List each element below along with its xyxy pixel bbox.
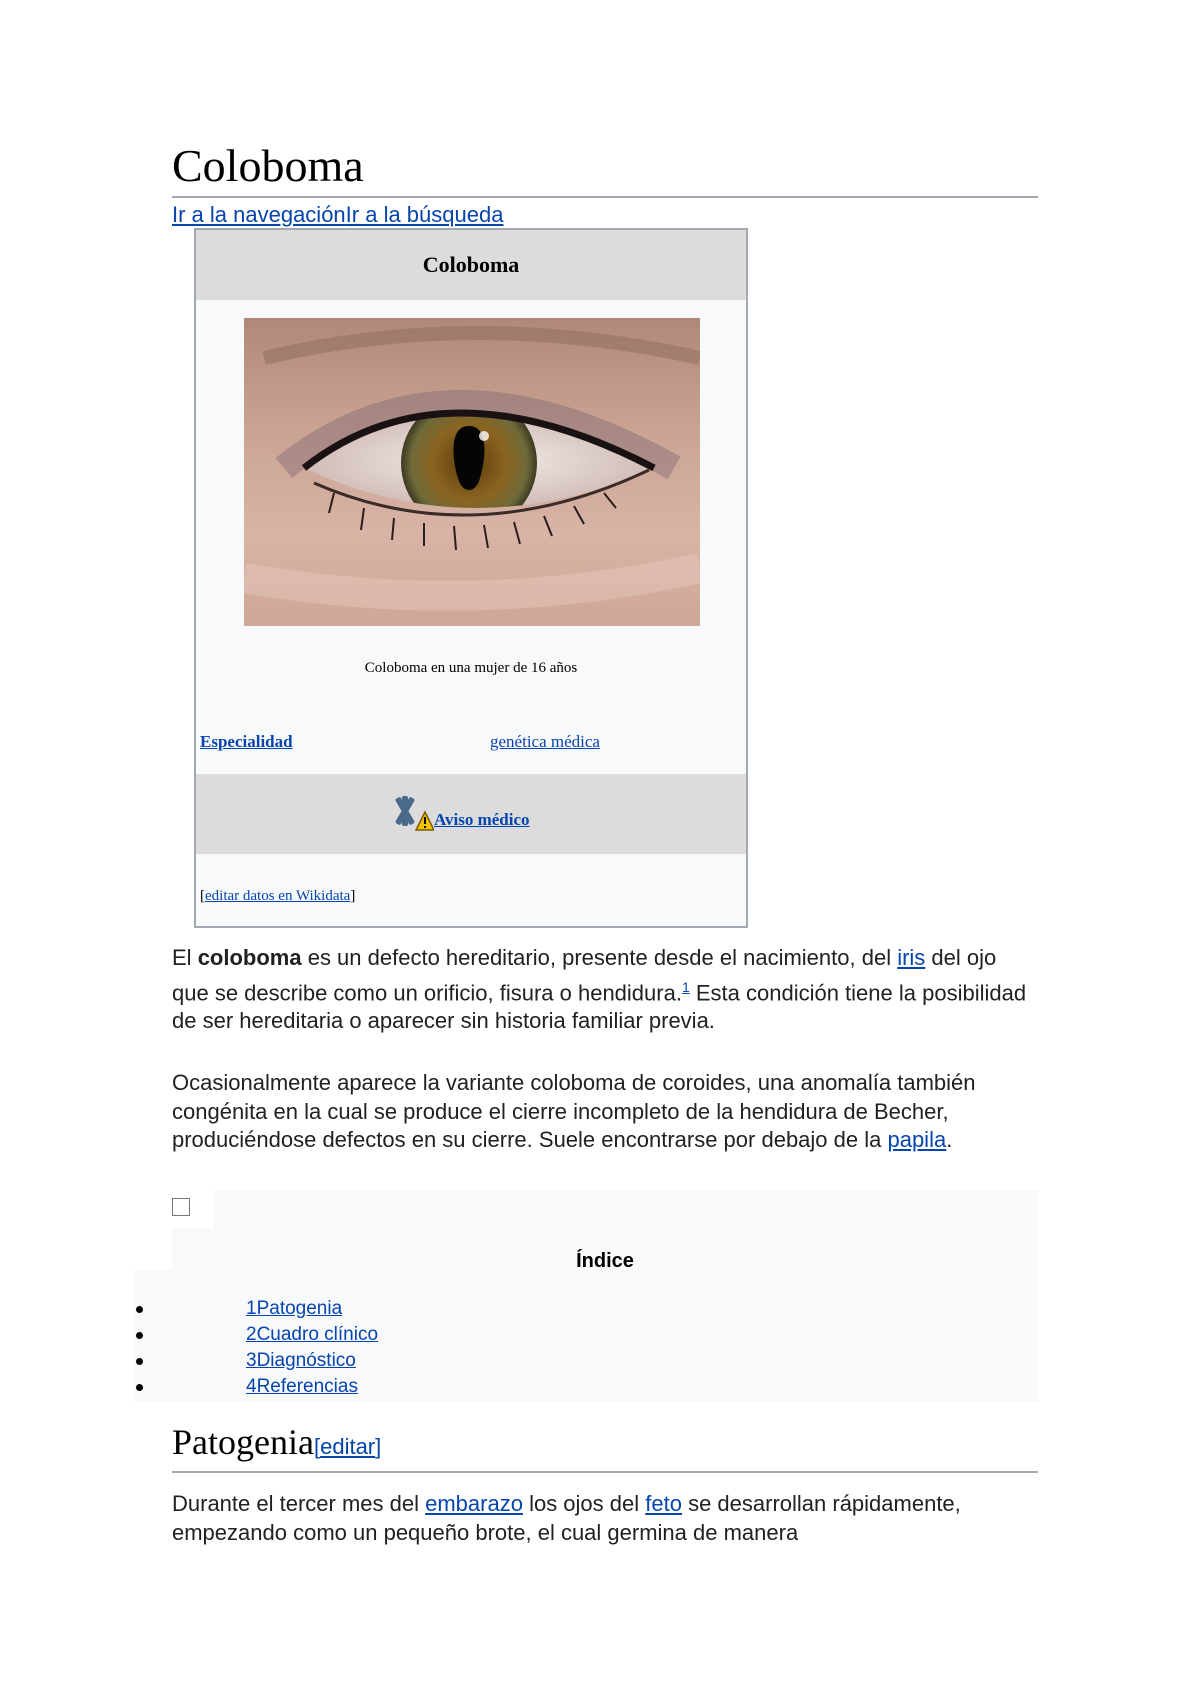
toc-link-diagnostico[interactable]: 3Diagnóstico bbox=[246, 1350, 356, 1371]
text: . bbox=[946, 1127, 953, 1152]
text: El bbox=[172, 945, 198, 970]
toc-toggle-cell bbox=[172, 1190, 214, 1228]
jump-to-search-link[interactable]: Ir a la búsqueda bbox=[345, 202, 504, 227]
medical-warning-icon bbox=[394, 794, 434, 834]
jump-links bbox=[172, 202, 503, 228]
section-heading-patogenia bbox=[172, 1420, 1038, 1473]
text: se desarrollan rápidamente, empezando como un pequeño brote, el cual germina de manera bbox=[172, 1491, 961, 1545]
page-title: Coloboma bbox=[172, 138, 1038, 198]
medical-warning-row bbox=[196, 774, 746, 854]
text: los ojos del bbox=[522, 1491, 646, 1516]
toc-title: Índice bbox=[576, 1250, 634, 1272]
eye-photo bbox=[244, 318, 700, 626]
text: Durante el tercer mes del bbox=[172, 1491, 426, 1516]
infobox-image[interactable] bbox=[244, 318, 700, 626]
infobox bbox=[194, 228, 748, 928]
text: Esta condición tiene la posibilidad de ser hereditaria o aparecer sin historia familiar previa. bbox=[172, 979, 1027, 1034]
specialty-value-link[interactable]: genética médica bbox=[490, 732, 600, 751]
jump-to-navigation-link[interactable]: Ir a la navegación bbox=[172, 202, 346, 227]
text: del ojo que se describe como un orificio, fisura o hendidura. bbox=[172, 945, 997, 1005]
wikidata-edit bbox=[200, 888, 355, 905]
bracket-close: ] bbox=[350, 888, 356, 904]
bullet-icon bbox=[136, 1332, 143, 1339]
table-of-contents bbox=[172, 1190, 1038, 1402]
specialty-label-link[interactable]: Especialidad bbox=[200, 732, 293, 751]
bullet-icon bbox=[136, 1358, 143, 1365]
papila-link[interactable]: papila bbox=[887, 1127, 947, 1152]
section-edit-link[interactable]: editar bbox=[320, 1434, 376, 1459]
bracket-close: ] bbox=[375, 1434, 382, 1459]
term-bold: coloboma bbox=[197, 945, 302, 970]
bullet-icon bbox=[136, 1306, 143, 1313]
section-edit bbox=[314, 1434, 381, 1459]
toc-link-referencias[interactable]: 4Referencias bbox=[246, 1376, 358, 1397]
section-title: Patogenia bbox=[172, 1422, 314, 1462]
bullet-icon bbox=[136, 1384, 143, 1391]
text: es un defecto hereditario, presente desde el nacimiento, del bbox=[301, 945, 898, 970]
embarazo-link[interactable]: embarazo bbox=[425, 1491, 523, 1516]
patogenia-paragraph bbox=[172, 1490, 1038, 1547]
toc-toggle-checkbox[interactable] bbox=[172, 1198, 190, 1216]
reference-link[interactable]: 1 bbox=[681, 978, 690, 995]
toc-link-cuadro-clinico[interactable]: 2Cuadro clínico bbox=[246, 1324, 379, 1345]
feto-link[interactable]: feto bbox=[645, 1491, 682, 1516]
infobox-caption: Coloboma en una mujer de 16 años bbox=[364, 660, 578, 676]
intro-paragraph-1 bbox=[172, 944, 1038, 1036]
bracket-open: [ bbox=[200, 888, 205, 904]
infobox-title: Coloboma bbox=[196, 230, 746, 300]
edit-wikidata-link[interactable]: editar datos en Wikidata bbox=[205, 888, 351, 904]
iris-link[interactable]: iris bbox=[897, 945, 926, 970]
medical-warning-link[interactable]: Aviso médico bbox=[434, 810, 530, 829]
toc-link-patogenia[interactable]: 1Patogenia bbox=[246, 1298, 343, 1319]
intro-paragraph-2 bbox=[172, 1069, 1038, 1155]
bracket-open: [ bbox=[313, 1434, 321, 1459]
text: Ocasionalmente aparece la variante coloboma de coroides, una anomalía también congénita en la cual se produce el cierre incompleto de la hendidura de Becher, produciéndose defectos en su cierre. Suele encontrarse por debajo de la bbox=[172, 1070, 976, 1152]
